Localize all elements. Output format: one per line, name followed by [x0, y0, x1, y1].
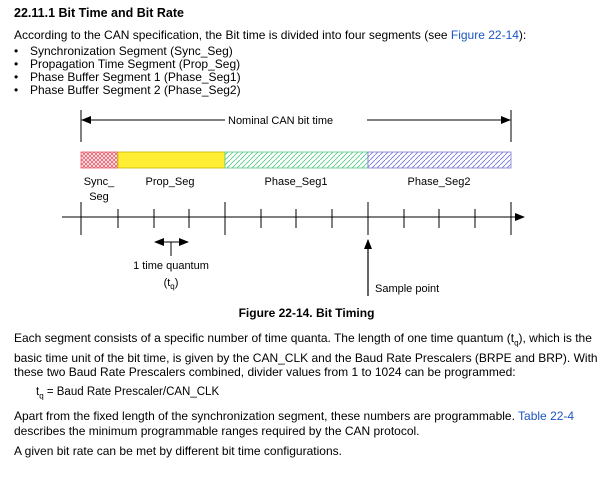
paragraph-time-quanta	[14, 331, 604, 380]
phase-seg1-bar	[225, 152, 368, 168]
paragraph-programmable	[14, 409, 604, 438]
sample-point-label: Sample point	[375, 283, 440, 295]
bullet-icon: •	[14, 83, 19, 97]
formula-rest: = Baud Rate Prescaler/CAN_CLK	[43, 386, 220, 398]
list-item-label: Phase Buffer Segment 2 (Phase_Seg2)	[30, 83, 241, 97]
list-item-label: Synchronization Segment (Sync_Seg)	[30, 44, 233, 58]
nominal-label: Nominal CAN bit time	[228, 115, 334, 127]
phase-seg2-bar	[368, 152, 511, 168]
figure-caption: Figure 22-14. Bit Timing	[238, 306, 375, 320]
bullet-icon: •	[14, 70, 19, 84]
bit-timing-diagram	[0, 110, 613, 320]
phase-seg1-label: Phase_Seg1	[264, 176, 328, 188]
tq-subscript: q	[514, 338, 519, 348]
tq-ticks	[81, 202, 511, 235]
list-item-label: Phase Buffer Segment 1 (Phase_Seg1)	[30, 70, 241, 84]
segments-list	[14, 45, 241, 97]
paragraph-text-before: Apart from the fixed length of the synchronization segment, these numbers are programmable.	[14, 409, 519, 423]
phase-seg2-label: Phase_Seg2	[407, 176, 471, 188]
list-item-label: Propagation Time Segment (Prop_Seg)	[30, 57, 241, 71]
sync-seg-label-2: Seg	[89, 191, 109, 203]
paragraph-part-1: Each segment consists of a specific number of time quanta. The length of one time quantum (t	[14, 331, 515, 345]
sync-seg-label-1: Sync_	[83, 176, 115, 188]
section-heading: 22.11.1 Bit Time and Bit Rate	[14, 6, 184, 20]
tq-label: 1 time quantum	[133, 260, 209, 272]
bullet-icon: •	[14, 44, 19, 58]
sync-seg-bar	[81, 152, 118, 168]
paragraph-part-2: ), which is the basic time unit of the bit time, is given by the CAN_CLK and the Baud Rate Prescalers (BRPE and BRP). With these two Baud Rate Prescalers combined, divider values from 1 to 1024 can be programmed:	[14, 331, 598, 380]
formula-t: t	[36, 386, 40, 398]
paragraph-text-after: describes the minimum programmable ranges required by the CAN protocol.	[14, 423, 420, 438]
paragraph-bit-rate: A given bit rate can be met by different bit time configurations.	[14, 444, 342, 458]
tq-symbol: $(t_q)$	[163, 277, 179, 291]
intro-text-before: According to the CAN specification, the Bit time is divided into four segments (see	[14, 28, 451, 42]
intro-text-after: ):	[518, 28, 527, 42]
formula-subscript: q	[39, 391, 44, 401]
figure-link[interactable]: Figure 22-14	[450, 28, 519, 42]
table-link[interactable]: Table 22-4	[518, 409, 575, 423]
list-item	[14, 84, 241, 97]
bullet-icon: •	[14, 57, 19, 71]
tq-formula	[36, 386, 219, 400]
prop-seg-label: Prop_Seg	[145, 176, 195, 188]
intro-paragraph	[14, 28, 526, 42]
prop-seg-bar	[118, 152, 225, 168]
